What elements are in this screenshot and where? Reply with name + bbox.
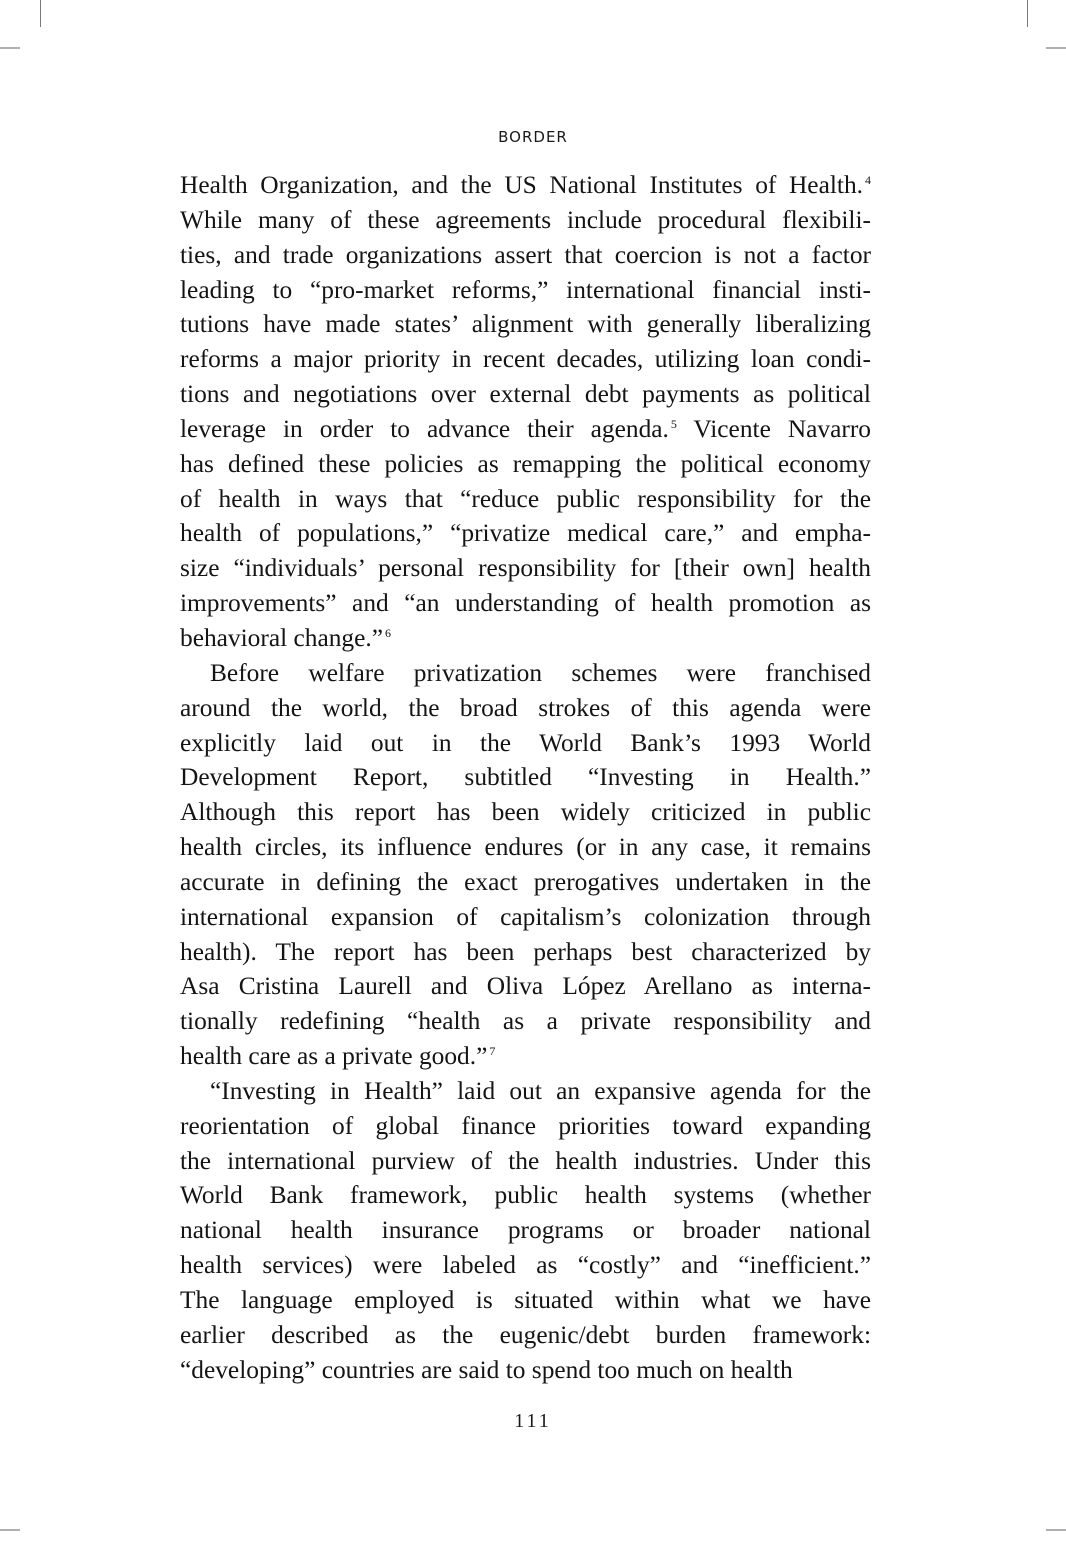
text-line: size “individuals’ personal responsibility for [their own] health bbox=[180, 554, 871, 583]
text-line: Although this report has been widely criticized in public bbox=[180, 798, 871, 827]
text-line: accurate in defining the exact prerogatives undertaken in the bbox=[180, 867, 871, 896]
text-line: “developing” countries are said to spend too much on health bbox=[180, 1355, 793, 1384]
text-line: international expansion of capitalism’s colonization through bbox=[180, 902, 871, 931]
paragraph bbox=[180, 656, 871, 1074]
text-line: ties, and trade organizations assert that coercion is not a factor bbox=[180, 240, 871, 269]
text-line: tionally redefining “health as a private responsibility and bbox=[180, 1007, 871, 1036]
text-line: The language employed is situated within what we have bbox=[180, 1286, 871, 1314]
text-line: “Investing in Health” laid out an expansive agenda for the bbox=[210, 1076, 871, 1105]
text-line: national health insurance programs or broader national bbox=[180, 1216, 871, 1245]
crop-mark-left-upper bbox=[0, 47, 20, 49]
text-line: around the world, the broad strokes of this agenda were bbox=[180, 693, 871, 722]
text-line: the international purview of the health industries. Under this bbox=[180, 1146, 871, 1175]
paragraph bbox=[180, 1074, 871, 1388]
text-line: reforms a major priority in recent decades, utilizing loan condi- bbox=[180, 345, 871, 374]
crop-mark-left-lower bbox=[0, 1529, 20, 1531]
crop-mark-right-upper bbox=[1046, 47, 1066, 49]
text-line: improvements” and “an understanding of health promotion as bbox=[180, 589, 871, 618]
text-line: health circles, its influence endures (or in any case, it remains bbox=[180, 833, 871, 862]
text-line: has defined these policies as remapping the political economy bbox=[180, 449, 871, 478]
text-line: World Bank framework, public health systems (whether bbox=[180, 1181, 871, 1210]
text-line: Development Report, subtitled “Investing in Health.” bbox=[180, 763, 871, 792]
text-line: health). The report has been perhaps best characterized by bbox=[180, 937, 871, 966]
text-line: health services) were labeled as “costly” and “inefficient.” bbox=[180, 1251, 871, 1280]
text-line: Asa Cristina Laurell and Oliva López Arellano as interna- bbox=[180, 972, 871, 1001]
paragraph bbox=[180, 168, 871, 656]
text-line: of health in ways that “reduce public responsibility for the bbox=[180, 484, 871, 513]
body-text bbox=[180, 168, 871, 1388]
text-line: earlier described as the eugenic/debt burden framework: bbox=[180, 1320, 871, 1349]
crop-mark-right-lower bbox=[1046, 1529, 1066, 1531]
running-head: BORDER bbox=[498, 128, 568, 146]
crop-mark-top-right bbox=[1027, 0, 1028, 27]
text-line: leading to “pro-market reforms,” international financial insti- bbox=[180, 275, 871, 304]
footnote-marker[interactable]: 6 bbox=[385, 625, 392, 640]
text-line: Health Organization, and the US National Institutes of Health. $^4$ bbox=[180, 171, 871, 199]
text-line: health of populations,” “privatize medical care,” and empha- bbox=[180, 519, 871, 548]
text-line: behavioral change.” $^6$ bbox=[180, 623, 392, 652]
footnote-marker[interactable]: 5 bbox=[670, 416, 677, 431]
text-line: explicitly laid out in the World Bank’s 1993 World bbox=[180, 728, 871, 757]
text-line: tions and negotiations over external debt payments as political bbox=[180, 380, 871, 409]
footnote-marker[interactable]: 7 bbox=[489, 1044, 496, 1059]
text-line: leverage in order to advance their agenda. $^5$ Vicente Navarro bbox=[180, 414, 871, 443]
text-line: health care as a private good.” $^7$ bbox=[180, 1042, 496, 1071]
page-number: 111 bbox=[514, 1410, 552, 1432]
footnote-marker[interactable]: 4 bbox=[865, 173, 871, 187]
text-line: tutions have made states’ alignment with generally liberalizing bbox=[180, 310, 871, 339]
text-line: While many of these agreements include procedural flexibili- bbox=[180, 205, 871, 234]
text-line: Before welfare privatization schemes were franchised bbox=[210, 658, 871, 687]
crop-mark-top-left bbox=[40, 0, 41, 27]
text-line: reorientation of global finance priorities toward expanding bbox=[180, 1111, 871, 1140]
